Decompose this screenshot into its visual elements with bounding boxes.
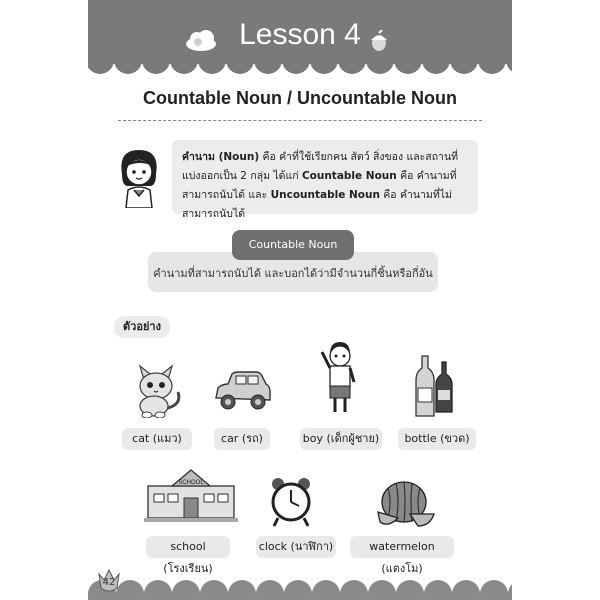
countable-description: คำนามที่สามารถนับได้ และบอกได้ว่ามีจำนวนกี่ชิ้นหรือกี่อัน <box>148 252 438 292</box>
lesson-title: Lesson 4 <box>239 18 361 51</box>
example-label-school: school (โรงเรียน) <box>146 536 230 558</box>
term-noun: คำนาม (Noun) <box>182 151 260 163</box>
dashed-divider <box>118 120 482 121</box>
page-number: 42 <box>102 577 116 588</box>
noun-definition-box <box>172 140 478 220</box>
definition-text-2: คือ คำนามที่สามารถนับได้ และ <box>182 170 457 201</box>
header-scallop-edge <box>88 56 512 78</box>
bottles-icon <box>412 350 456 420</box>
cat-icon <box>128 358 184 418</box>
example-label-watermelon: watermelon (แตงโม) <box>350 536 454 558</box>
example-label-bottle: bottle (ขวด) <box>398 428 476 450</box>
definition-text-1: คือ คำที่ใช้เรียกคน สัตว์ สิ่งของ และสถานที่ แบ่งออกเป็น 2 กลุ่ม ได้แก่ <box>182 151 459 182</box>
term-uncountable: Uncountable Noun <box>270 189 380 201</box>
school-sign-text: SCHOOL <box>178 480 204 486</box>
countable-noun-tab: Countable Noun <box>232 230 354 260</box>
example-label-cat: cat (แมว) <box>122 428 192 450</box>
example-label-clock: clock (นาฬิกา) <box>256 536 336 558</box>
workbook-page <box>88 0 512 600</box>
term-countable: Countable Noun <box>301 170 397 182</box>
example-label: ตัวอย่าง <box>114 316 170 338</box>
girl-avatar-icon <box>112 146 166 208</box>
example-label-boy: boy (เด็กผู้ชาย) <box>300 428 382 450</box>
boy-icon <box>320 340 360 416</box>
footer-scallop-edge <box>88 570 512 600</box>
alarm-clock-icon <box>268 476 314 528</box>
school-icon <box>144 466 238 522</box>
lesson-subtitle: Countable Noun / Uncountable Noun <box>143 88 457 108</box>
acorn-icon <box>368 30 390 52</box>
watermelon-icon <box>374 478 436 528</box>
example-label-car: car (รถ) <box>214 428 270 450</box>
car-icon <box>212 368 274 412</box>
definition-text-3: คือ คำนามที่ไม่สามารถนับได้ <box>182 189 452 220</box>
